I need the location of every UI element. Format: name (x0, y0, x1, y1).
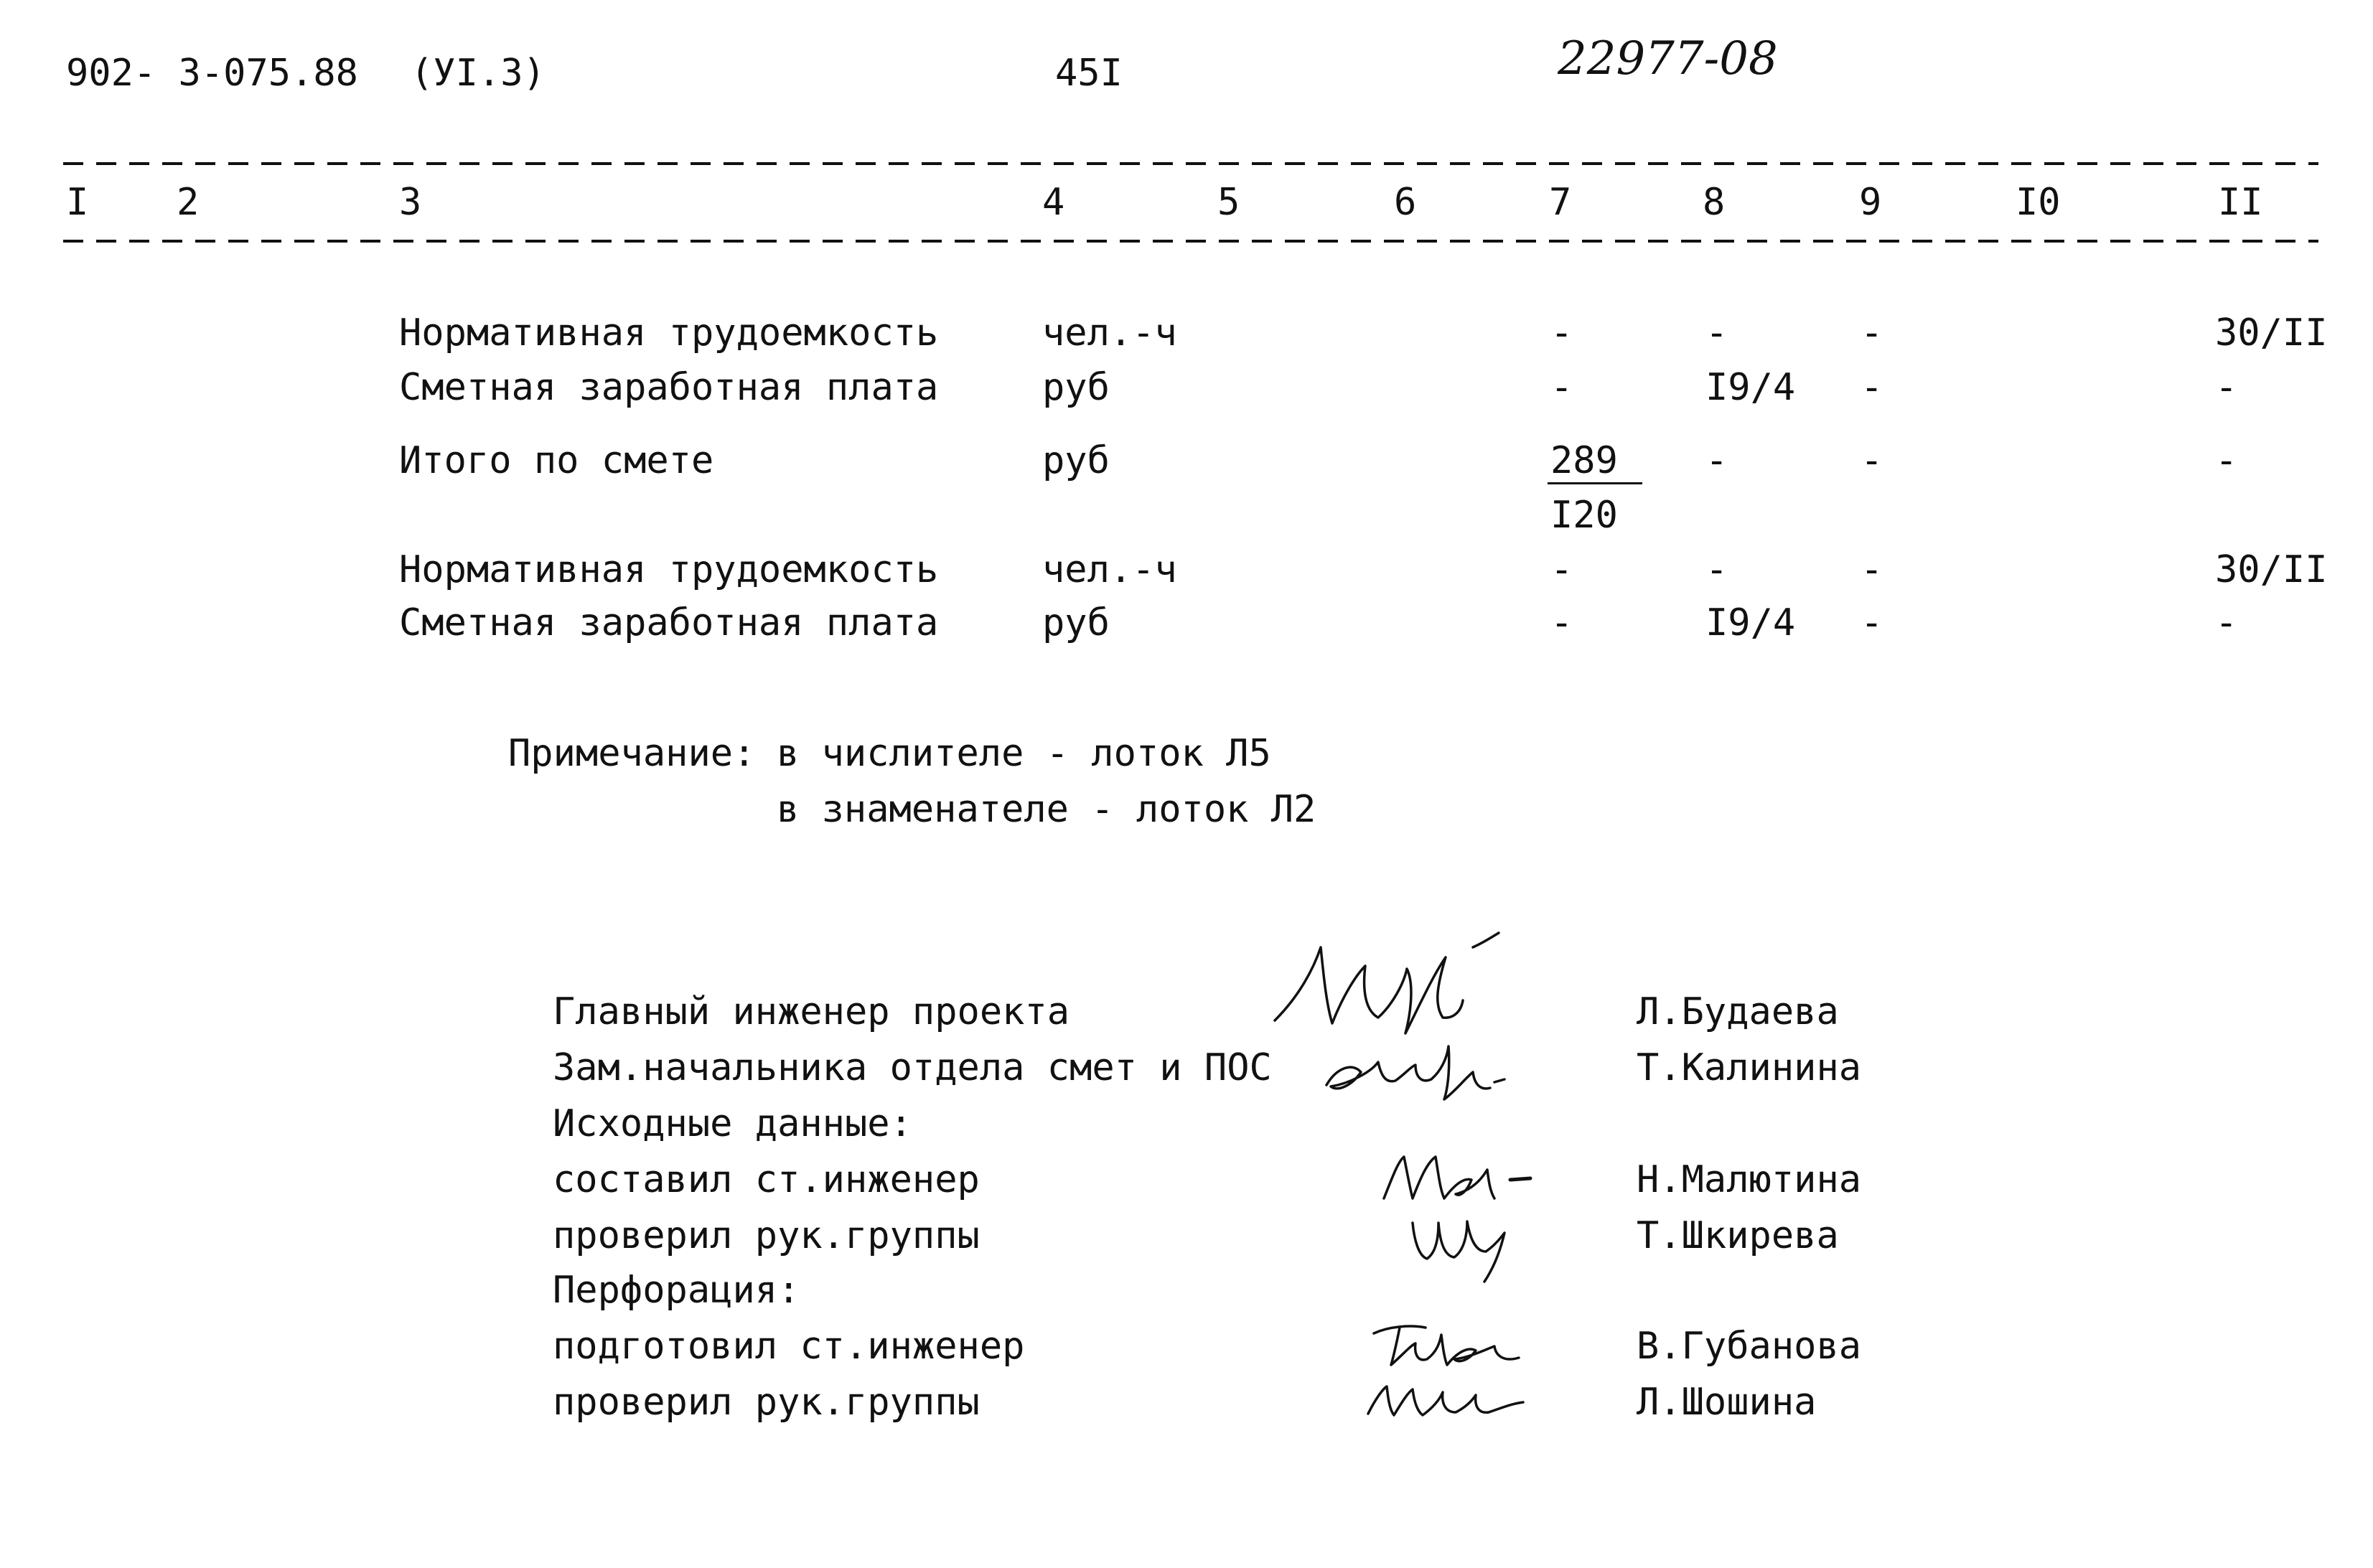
note-line-2: в знаменателе - лоток Л2 (777, 788, 1316, 831)
row-1-col11: 30/II (2215, 311, 2328, 355)
row-3-col7-denominator: I20 (1550, 494, 1618, 537)
signer-name-shkireva: Т.Шкирева (1637, 1214, 1839, 1257)
row-4-col11: 30/II (2215, 548, 2328, 591)
row-1-name: Нормативная трудоемкость (399, 311, 939, 355)
signature-kalinina (1321, 1033, 1507, 1112)
row-4-col9: - (1861, 548, 1883, 591)
signature-role-compiled: составил ст.инженер (553, 1158, 980, 1201)
page-number: 45I (1055, 52, 1123, 95)
row-5-col7: - (1550, 601, 1573, 644)
row-2-col11: - (2215, 366, 2238, 409)
signature-role-prepared: подготовил ст.инженер (553, 1325, 1025, 1368)
column-header-6: 6 (1394, 181, 1417, 224)
column-header-10: I0 (2016, 181, 2061, 224)
column-header-11: II (2218, 181, 2263, 224)
signature-shkireva (1407, 1201, 1522, 1287)
fraction-bar (1548, 482, 1642, 484)
signature-shoshina (1361, 1371, 1540, 1428)
row-3-col8: - (1705, 439, 1728, 482)
column-header-2: 2 (177, 181, 200, 224)
note-label: Примечание: (508, 732, 756, 775)
row-2-unit: руб (1042, 366, 1110, 409)
row-5-col8: I9/4 (1705, 601, 1796, 644)
row-3-unit: руб (1042, 439, 1110, 482)
row-3-col7-numerator: 289 (1550, 439, 1618, 482)
section-heading-source-data: Исходные данные: (553, 1102, 912, 1145)
table-top-rule (63, 162, 2318, 165)
row-5-col11: - (2215, 601, 2238, 644)
row-1-col8: - (1705, 311, 1728, 355)
signer-name-gubanova: В.Губанова (1637, 1325, 1862, 1368)
signer-name-malyutina: Н.Малютина (1637, 1158, 1862, 1201)
signer-name-budaeva: Л.Будаева (1637, 990, 1839, 1033)
row-4-unit: чел.-ч (1042, 548, 1177, 591)
inventory-number: 22977-08 (1558, 32, 1778, 85)
column-header-3: 3 (399, 181, 422, 224)
column-header-1: I (66, 181, 89, 224)
section-heading-perforation: Перфорация: (553, 1269, 800, 1312)
section-code: (УI.3) (411, 52, 546, 95)
table-header-rule (63, 240, 2318, 243)
row-4-col8: - (1705, 548, 1728, 591)
row-1-col9: - (1861, 311, 1883, 355)
signature-role-checked: проверил рук.группы (553, 1214, 980, 1257)
row-3-name: Итого по смете (399, 439, 714, 482)
row-5-unit: руб (1042, 601, 1110, 644)
signer-name-kalinina: Т.Калинина (1637, 1046, 1862, 1089)
row-1-unit: чел.-ч (1042, 311, 1177, 355)
row-3-col11: - (2215, 439, 2238, 482)
column-header-4: 4 (1042, 181, 1065, 224)
column-header-7: 7 (1549, 181, 1572, 224)
column-header-9: 9 (1859, 181, 1882, 224)
row-2-name: Сметная заработная плата (399, 366, 939, 409)
note-line-1: в числителе - лоток Л5 (777, 732, 1271, 775)
column-header-8: 8 (1703, 181, 1726, 224)
signature-budaeva (1270, 926, 1507, 1048)
row-4-name: Нормативная трудоемкость (399, 548, 939, 591)
row-2-col9: - (1861, 366, 1883, 409)
row-2-col7: - (1550, 366, 1573, 409)
signature-gubanova (1368, 1318, 1540, 1375)
row-4-col7: - (1550, 548, 1573, 591)
signer-name-shoshina: Л.Шошина (1637, 1381, 1817, 1424)
row-5-col9: - (1861, 601, 1883, 644)
column-header-5: 5 (1217, 181, 1240, 224)
row-2-col8: I9/4 (1705, 366, 1796, 409)
signature-role-deputy-head: Зам.начальника отдела смет и ПОС (553, 1046, 1272, 1089)
signature-role-chief-engineer: Главный инженер проекта (553, 990, 1070, 1033)
row-5-name: Сметная заработная плата (399, 601, 939, 644)
signature-role-checked-2: проверил рук.группы (553, 1381, 980, 1424)
doc-code: 902- 3-075.88 (66, 52, 358, 95)
row-3-col9: - (1861, 439, 1883, 482)
row-1-col7: - (1550, 311, 1573, 355)
